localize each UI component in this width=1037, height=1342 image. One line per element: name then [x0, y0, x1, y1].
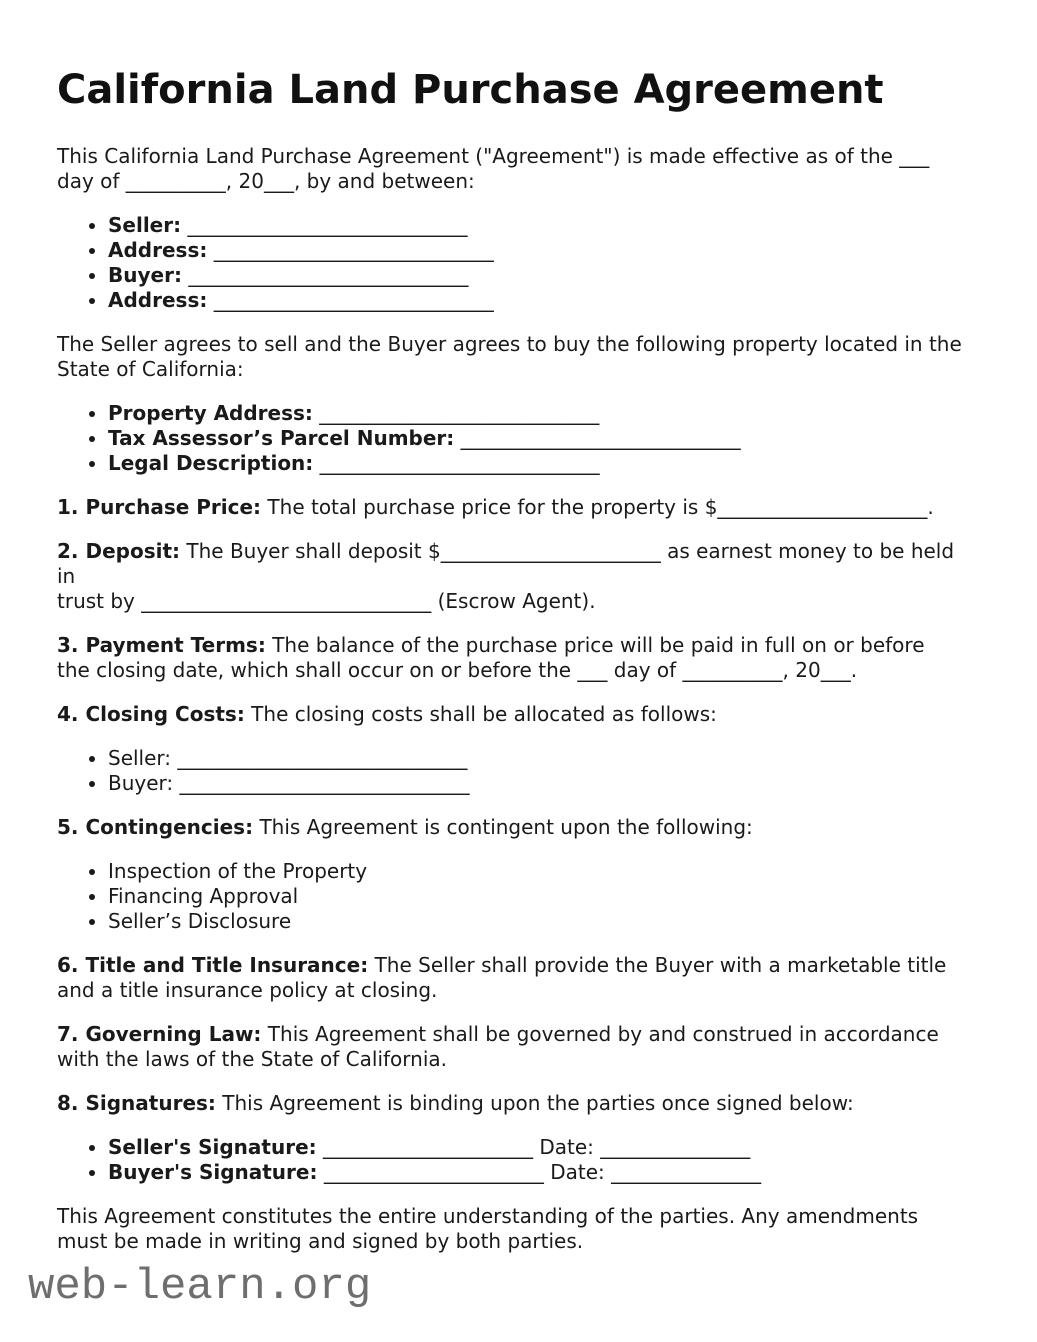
section-text: The balance of the purchase price will be paid in full on or before — [272, 633, 925, 657]
section-line — [57, 633, 973, 658]
list-item — [108, 288, 973, 313]
list-item — [108, 451, 973, 476]
page-title: California Land Purchase Agreement — [57, 67, 884, 113]
section-text: This Agreement is binding upon the parties once signed below: — [222, 1091, 854, 1115]
property-address-label: Property Address: — [108, 401, 313, 425]
section-line — [57, 1091, 973, 1116]
section-line: the closing date, which shall occur on or before the ___ day of __________, 20___. — [57, 658, 858, 682]
section-heading: 1. Purchase Price: — [57, 495, 262, 519]
section-title-insurance — [57, 953, 973, 1003]
list-item — [108, 746, 973, 771]
seller-signature-label: Seller's Signature: — [108, 1135, 317, 1159]
legal-description-blank-line: ____________________________ — [319, 451, 600, 475]
section-closing-costs — [57, 702, 973, 727]
list-item — [108, 401, 973, 426]
legal-description-label: Legal Description: — [108, 451, 314, 475]
closing-cost-seller-label: Seller: — [108, 746, 172, 770]
section-heading: 6. Title and Title Insurance: — [57, 953, 369, 977]
closing-note — [57, 1204, 973, 1254]
parcel-number-label: Tax Assessor’s Parcel Number: — [108, 426, 455, 450]
section-line — [57, 539, 973, 589]
section-line: trust by _____________________________ (Escrow Agent). — [57, 589, 596, 613]
section-deposit — [57, 539, 973, 614]
property-intro-line-1: The Seller agrees to sell and the Buyer agrees to buy the following property located in the — [57, 332, 962, 356]
section-contingencies — [57, 815, 973, 840]
section-heading: 3. Payment Terms: — [57, 633, 266, 657]
seller-address-label: Address: — [108, 238, 208, 262]
contingencies-list — [57, 859, 973, 934]
section-heading: 8. Signatures: — [57, 1091, 216, 1115]
seller-address-blank-line: ____________________________ — [213, 238, 494, 262]
section-heading: 4. Closing Costs: — [57, 702, 245, 726]
section-line: and a title insurance policy at closing. — [57, 978, 438, 1002]
seller-signature-blank-line: _____________________ — [323, 1135, 533, 1159]
seller-date-label: Date: — [539, 1135, 594, 1159]
closing-cost-buyer-blank-line: _____________________________ — [179, 771, 470, 795]
section-line — [57, 1022, 973, 1047]
property-intro-line-2: State of California: — [57, 357, 244, 381]
list-item — [108, 213, 973, 238]
section-heading: 7. Governing Law: — [57, 1022, 262, 1046]
section-signatures — [57, 1091, 973, 1116]
closing-cost-seller-blank-line: _____________________________ — [177, 746, 468, 770]
list-item: • Inspection of the Property — [108, 859, 973, 884]
section-text: The Buyer shall deposit $______________________ as earnest money to be held in — [57, 539, 955, 588]
list-item — [108, 771, 973, 796]
section-text: This Agreement is contingent upon the following: — [259, 815, 753, 839]
intro-paragraph — [57, 144, 973, 194]
section-text: The closing costs shall be allocated as follows: — [251, 702, 717, 726]
section-line — [57, 702, 973, 727]
closing-costs-list — [57, 746, 973, 796]
property-address-blank-line: ____________________________ — [319, 401, 600, 425]
list-item — [108, 1160, 973, 1185]
list-item — [108, 263, 973, 288]
intro-line-2: day of __________, 20___, by and between: — [57, 169, 475, 193]
signatures-list — [57, 1135, 973, 1185]
section-heading: 5. Contingencies: — [57, 815, 254, 839]
buyer-address-blank-line: ____________________________ — [213, 288, 494, 312]
buyer-blank-line: ____________________________ — [188, 263, 469, 287]
section-line — [57, 495, 973, 520]
buyer-signature-label: Buyer's Signature: — [108, 1160, 318, 1184]
section-line: with the laws of the State of California. — [57, 1047, 447, 1071]
buyer-signature-blank-line: ______________________ — [323, 1160, 544, 1184]
parties-list — [57, 213, 973, 313]
section-text: This Agreement shall be governed by and construed in accordance — [267, 1022, 939, 1046]
section-payment-terms — [57, 633, 973, 683]
section-text: The total purchase price for the property is $_____________________. — [267, 495, 934, 519]
list-item: • Seller’s Disclosure — [108, 909, 973, 934]
list-item — [108, 426, 973, 451]
buyer-address-label: Address: — [108, 288, 208, 312]
list-item — [108, 1135, 973, 1160]
list-item — [108, 238, 973, 263]
property-intro-paragraph — [57, 332, 973, 382]
seller-date-blank-line: _______________ — [600, 1135, 751, 1159]
section-line — [57, 815, 973, 840]
closing-note-line-2: must be made in writing and signed by both parties. — [57, 1229, 584, 1253]
seller-label: Seller: — [108, 213, 182, 237]
closing-cost-buyer-label: Buyer: — [108, 771, 174, 795]
intro-line-1: This California Land Purchase Agreement ("Agreement") is made effective as of the ___ — [57, 144, 930, 168]
buyer-date-blank-line: _______________ — [611, 1160, 762, 1184]
property-details-list — [57, 401, 973, 476]
section-heading: 2. Deposit: — [57, 539, 181, 563]
closing-note-line-1: This Agreement constitutes the entire understanding of the parties. Any amendments — [57, 1204, 919, 1228]
seller-blank-line: ____________________________ — [187, 213, 468, 237]
list-item: • Financing Approval — [108, 884, 973, 909]
buyer-label: Buyer: — [108, 263, 182, 287]
section-governing-law — [57, 1022, 973, 1072]
section-line — [57, 953, 973, 978]
buyer-date-label: Date: — [550, 1160, 605, 1184]
parcel-number-blank-line: ____________________________ — [460, 426, 741, 450]
section-purchase-price — [57, 495, 973, 520]
watermark: web-learn.org — [28, 1262, 372, 1312]
section-text: The Seller shall provide the Buyer with a marketable title — [374, 953, 947, 977]
